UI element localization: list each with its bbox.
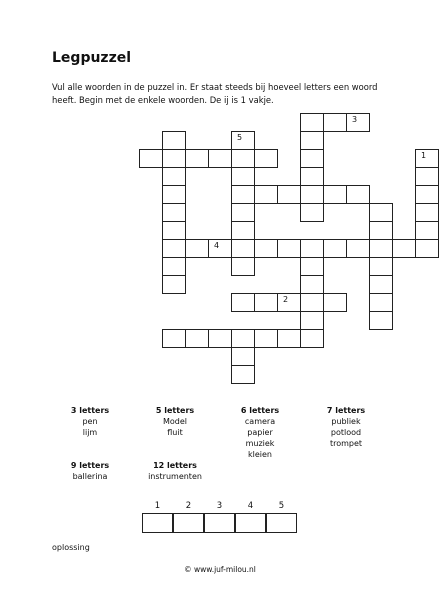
crossword-cell[interactable] xyxy=(369,275,393,294)
crossword-cell[interactable] xyxy=(254,293,278,312)
word-group-heading: 9 letters xyxy=(70,461,110,470)
word-group-6-letters xyxy=(220,405,300,460)
solution-box[interactable] xyxy=(266,513,297,533)
solution-box[interactable] xyxy=(142,513,173,533)
solution-number: 3 xyxy=(216,501,223,511)
crossword-cell[interactable] xyxy=(277,239,301,258)
page-title: Legpuzzel xyxy=(52,50,132,66)
crossword-cell[interactable] xyxy=(231,167,255,186)
crossword-cell[interactable] xyxy=(231,239,255,258)
solution-label: oplossing xyxy=(52,543,90,552)
crossword-cell[interactable] xyxy=(277,293,301,312)
crossword-cell[interactable] xyxy=(231,185,255,204)
crossword-cell[interactable] xyxy=(185,149,209,168)
word: camera xyxy=(244,417,276,426)
word-group-7-letters xyxy=(306,405,386,449)
crossword-cell[interactable] xyxy=(277,185,301,204)
crossword-cell[interactable] xyxy=(323,239,347,258)
crossword-cell[interactable] xyxy=(346,113,370,132)
crossword-cell[interactable] xyxy=(162,131,186,150)
word-group-9-letters xyxy=(50,460,130,482)
crossword-cell[interactable] xyxy=(254,239,278,258)
crossword-cell[interactable] xyxy=(392,239,416,258)
crossword-cell[interactable] xyxy=(277,329,301,348)
word: instrumenten xyxy=(148,472,202,481)
crossword-cell[interactable] xyxy=(369,311,393,330)
crossword-cell[interactable] xyxy=(231,149,255,168)
crossword-cell[interactable] xyxy=(300,257,324,276)
word-group-heading: 12 letters xyxy=(153,461,197,470)
footer-copyright: © www.juf-milou.nl xyxy=(184,565,256,574)
crossword-cell[interactable] xyxy=(162,275,186,294)
crossword-cell[interactable] xyxy=(231,221,255,240)
crossword-cell[interactable] xyxy=(231,365,255,384)
crossword-cell[interactable] xyxy=(208,239,232,258)
word-group-heading: 6 letters xyxy=(240,406,280,415)
word: kleien xyxy=(248,450,272,459)
crossword-cell[interactable] xyxy=(231,131,255,150)
word: publiek xyxy=(331,417,361,426)
crossword-cell[interactable] xyxy=(300,149,324,168)
crossword-cell[interactable] xyxy=(231,329,255,348)
clue-number: 2 xyxy=(283,295,289,304)
crossword-cell[interactable] xyxy=(231,203,255,222)
crossword-cell[interactable] xyxy=(231,347,255,366)
crossword-cell[interactable] xyxy=(231,257,255,276)
crossword-cell[interactable] xyxy=(162,239,186,258)
crossword-cell[interactable] xyxy=(231,293,255,312)
crossword-cell[interactable] xyxy=(300,293,324,312)
crossword-cell[interactable] xyxy=(415,203,439,222)
crossword-cell[interactable] xyxy=(185,329,209,348)
crossword-cell[interactable] xyxy=(369,239,393,258)
word: ballerina xyxy=(72,472,108,481)
word-group-3-letters xyxy=(50,405,130,438)
solution-number: 1 xyxy=(154,501,161,511)
word: muziek xyxy=(245,439,275,448)
crossword-cell[interactable] xyxy=(415,221,439,240)
clue-number: 4 xyxy=(214,241,220,250)
crossword-cell[interactable] xyxy=(185,239,209,258)
crossword-cell[interactable] xyxy=(369,221,393,240)
crossword-cell[interactable] xyxy=(323,293,347,312)
word: lijm xyxy=(82,428,98,437)
crossword-cell[interactable] xyxy=(162,221,186,240)
crossword-cell[interactable] xyxy=(162,149,186,168)
crossword-cell[interactable] xyxy=(300,329,324,348)
crossword-cell[interactable] xyxy=(162,329,186,348)
crossword-cell[interactable] xyxy=(162,257,186,276)
solution-number: 4 xyxy=(247,501,254,511)
crossword-cell[interactable] xyxy=(162,203,186,222)
instructions: Vul alle woorden in de puzzel in. Er staat steeds bij hoeveel letters een woord heeft. Begin met de enkele woorden. De ij is 1 vakje. xyxy=(52,82,378,105)
crossword-cell[interactable] xyxy=(415,149,439,168)
crossword-cell[interactable] xyxy=(208,149,232,168)
crossword-cell[interactable] xyxy=(346,239,370,258)
solution-number: 5 xyxy=(278,501,285,511)
crossword-cell[interactable] xyxy=(300,203,324,222)
solution-box[interactable] xyxy=(204,513,235,533)
crossword-cell[interactable] xyxy=(415,239,439,258)
solution-box[interactable] xyxy=(173,513,204,533)
crossword-cell[interactable] xyxy=(300,311,324,330)
word-group-12-letters xyxy=(135,460,215,482)
crossword-cell[interactable] xyxy=(139,149,163,168)
crossword-cell[interactable] xyxy=(162,167,186,186)
crossword-cell[interactable] xyxy=(208,329,232,348)
crossword-cell[interactable] xyxy=(346,185,370,204)
word-group-heading: 7 letters xyxy=(326,406,366,415)
crossword-cell[interactable] xyxy=(415,185,439,204)
crossword-cell[interactable] xyxy=(300,239,324,258)
word: potlood xyxy=(330,428,362,437)
crossword-cell[interactable] xyxy=(323,113,347,132)
crossword-cell[interactable] xyxy=(300,185,324,204)
crossword-cell[interactable] xyxy=(369,293,393,312)
crossword-cell[interactable] xyxy=(254,149,278,168)
crossword-cell[interactable] xyxy=(300,131,324,150)
word-group-5-letters xyxy=(135,405,215,438)
crossword-cell[interactable] xyxy=(415,167,439,186)
crossword-cell[interactable] xyxy=(300,167,324,186)
crossword-cell[interactable] xyxy=(300,113,324,132)
word: fluit xyxy=(167,428,183,437)
word: pen xyxy=(82,417,98,426)
solution-number: 2 xyxy=(185,501,192,511)
crossword-cell[interactable] xyxy=(369,257,393,276)
word: trompet xyxy=(329,439,363,448)
crossword-cell[interactable] xyxy=(323,185,347,204)
crossword-cell[interactable] xyxy=(300,275,324,294)
word: Model xyxy=(162,417,188,426)
crossword-cell[interactable] xyxy=(162,185,186,204)
word-group-heading: 5 letters xyxy=(155,406,195,415)
clue-number: 3 xyxy=(352,115,358,124)
crossword-cell[interactable] xyxy=(369,203,393,222)
word-group-heading: 3 letters xyxy=(70,406,110,415)
crossword-cell[interactable] xyxy=(254,329,278,348)
clue-number: 5 xyxy=(237,133,243,142)
clue-number: 1 xyxy=(421,151,427,160)
solution-box[interactable] xyxy=(235,513,266,533)
crossword-cell[interactable] xyxy=(254,185,278,204)
word: papier xyxy=(247,428,273,437)
